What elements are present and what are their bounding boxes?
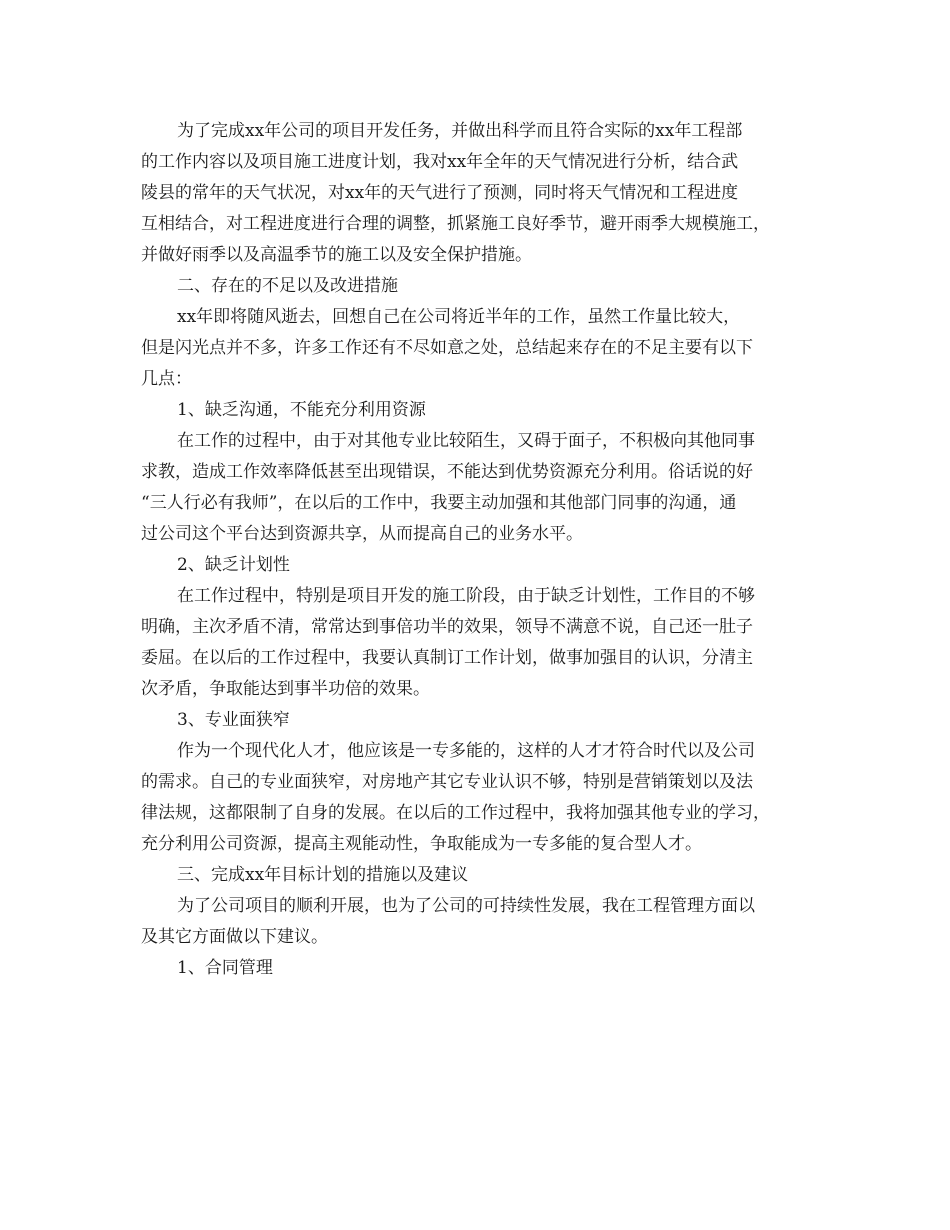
text-line: 但是闪光点并不多，许多工作还有不尽如意之处，总结起来存在的不足主要有以下	[141, 338, 753, 358]
text-line: 的工作内容以及项目施工进度计划，我对xx年全年的天气情况进行分析，结合武	[141, 152, 739, 172]
section-heading: 三、完成xx年目标计划的措施以及建议	[177, 865, 469, 885]
text-line: 为了公司项目的顺利开展，也为了公司的可持续性发展，我在工程管理方面以	[177, 896, 755, 916]
text-line: 作为一个现代化人才，他应该是一专多能的，这样的人才才符合时代以及公司	[177, 741, 755, 761]
section-heading: 二、存在的不足以及改进措施	[177, 276, 398, 296]
text-line: 律法规，这都限制了自身的发展。在以后的工作过程中，我将加强其他专业的学习，	[141, 803, 770, 823]
text-line: 的需求。自己的专业面狭窄，对房地产其它专业认识不够，特别是营销策划以及法	[141, 772, 753, 792]
text-line: 并做好雨季以及高温季节的施工以及安全保护措施。	[141, 245, 532, 265]
subsection-heading: 1、缺乏沟通，不能充分利用资源	[177, 400, 426, 420]
text-line: “三人行必有我师”，在以后的工作中，我要主动加强和其他部门同事的沟通，通	[141, 493, 737, 513]
text-line: 过公司这个平台达到资源共享，从而提高自己的业务水平。	[141, 524, 583, 544]
subsection-heading: 1、合同管理	[177, 958, 273, 978]
text-line: 陵县的常年的天气状况，对xx年的天气进行了预测，同时将天气情况和工程进度	[141, 183, 739, 203]
text-line: 几点：	[141, 369, 192, 389]
text-line: 次矛盾，争取能达到事半功倍的效果。	[141, 679, 430, 699]
text-line: 明确，主次矛盾不清，常常达到事倍功半的效果，领导不满意不说，自己还一肚子	[141, 617, 753, 637]
text-line: 求教，造成工作效率降低甚至出现错误，不能达到优势资源充分利用。俗话说的好	[141, 462, 753, 482]
document-body	[141, 116, 811, 984]
text-line: 互相结合，对工程进度进行合理的调整，抓紧施工良好季节，避开雨季大规模施工，	[141, 214, 770, 234]
text-line: 为了完成xx年公司的项目开发任务，并做出科学而且符合实际的xx年工程部	[177, 121, 743, 141]
text-line: xx年即将随风逝去，回想自己在公司将近半年的工作，虽然工作量比较大，	[177, 307, 741, 327]
text-line: 委屈。在以后的工作过程中，我要认真制订工作计划，做事加强目的认识，分清主	[141, 648, 753, 668]
text-line: 充分利用公司资源，提高主观能动性，争取能成为一专多能的复合型人才。	[141, 834, 702, 854]
text-line: 及其它方面做以下建议。	[141, 927, 328, 947]
subsection-heading: 3、专业面狭窄	[177, 710, 290, 730]
text-line: 在工作过程中，特别是项目开发的施工阶段，由于缺乏计划性，工作目的不够	[177, 586, 755, 606]
subsection-heading: 2、缺乏计划性	[177, 555, 290, 575]
text-line: 在工作的过程中，由于对其他专业比较陌生，又碍于面子，不积极向其他同事	[177, 431, 755, 451]
